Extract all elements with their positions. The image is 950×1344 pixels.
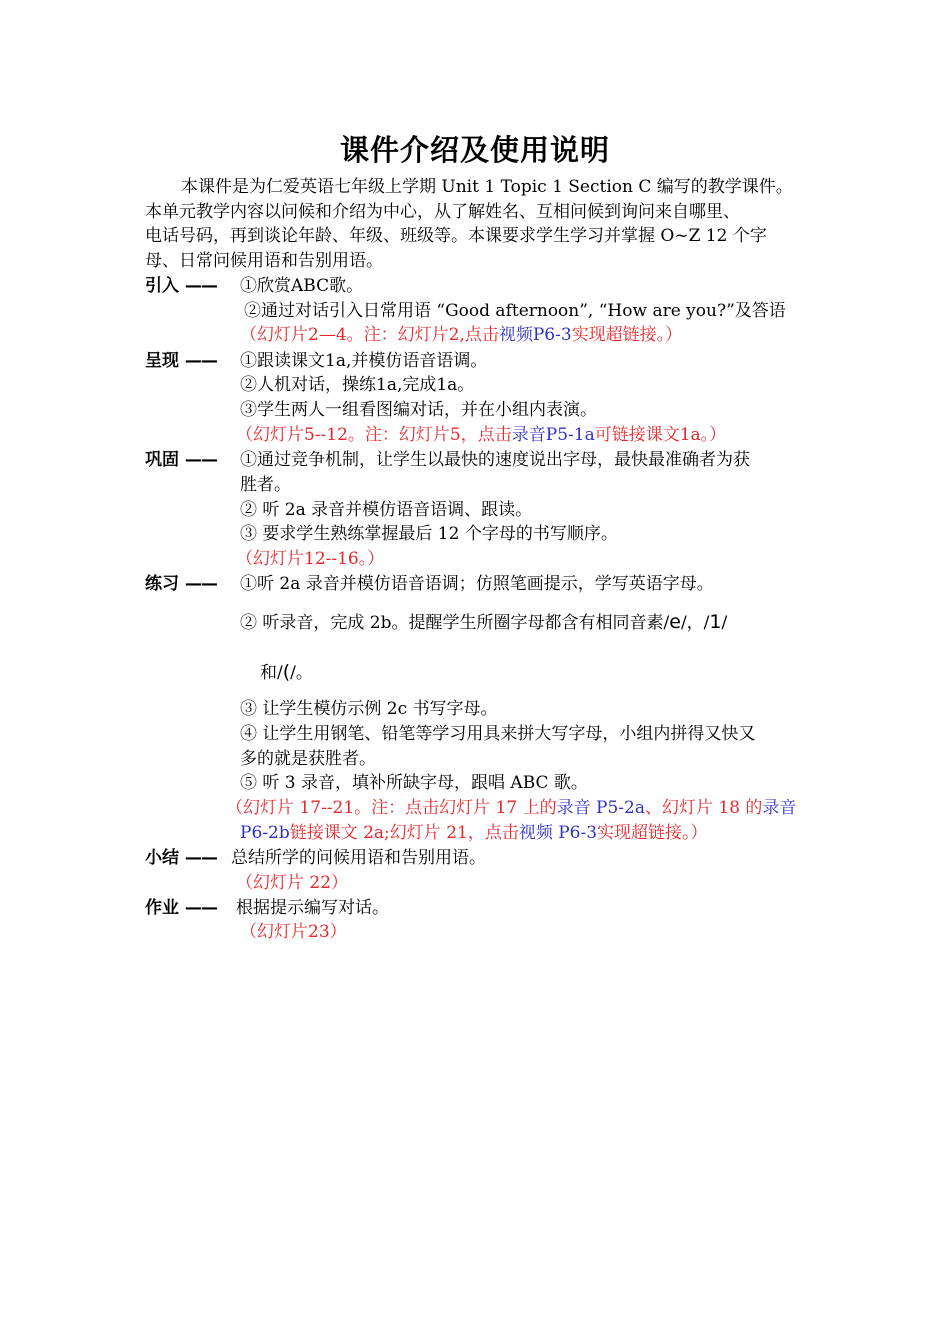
gonggu-item-2: ② 听 2a 录音并模仿语音语调、跟读。 <box>240 500 533 520</box>
lianxi-item-1: ①听 2a 录音并模仿语音语调；仿照笔画提示，学写英语字母。 <box>240 574 714 594</box>
intro-paragraph <box>145 175 815 273</box>
section-label-chengxian: 呈现 —— <box>145 351 217 371</box>
chengxian-item-1: ①跟读课文1a,并模仿语音语调。 <box>240 351 488 371</box>
chengxian-item-2: ②人机对话，操练1a,完成1a。 <box>240 375 475 395</box>
intro-line: 本单元教学内容以问候和介绍为中心，从了解姓名、互相问候到询问来自哪里、 <box>145 201 740 222</box>
lianxi-item-3: ③ 让学生模仿示例 2c 书写字母。 <box>240 699 498 719</box>
xiaojie-item-1: 总结所学的问候用语和告别用语。 <box>231 848 486 868</box>
page-title: 课件介绍及使用说明 <box>339 133 610 167</box>
chengxian-note: （幻灯片5--12。注：幻灯片5，点击录音P5-1a可链接课文1a。） <box>236 425 727 445</box>
section-label-gonggu: 巩固 —— <box>145 450 217 470</box>
lianxi-item-4: ④ 让学生用钢笔、铅笔等学习用具来拼大写字母，小组内拼得又快又 <box>240 724 756 744</box>
video-link[interactable]: 视频P6-3 <box>498 325 572 345</box>
yinru-item-2: ②通过对话引入日常用语 “Good afternoon”, “How are you?”及答语 <box>244 301 786 321</box>
section-label-lianxi: 练习 —— <box>145 574 217 594</box>
intro-line: 本课件是为仁爱英语七年级上学期 Unit 1 Topic 1 Section C 编写的教学课件。 <box>181 177 793 197</box>
audio-link[interactable]: P6-2b <box>240 823 290 843</box>
audio-link[interactable]: 录音 <box>762 798 797 818</box>
section-label-zuoye: 作业 —— <box>145 898 217 918</box>
section-label-xiaojie: 小结 —— <box>145 848 217 868</box>
xiaojie-note: （幻灯片 22） <box>236 873 349 893</box>
lianxi-item-2: ② 听录音，完成 2b。提醒学生所圈字母都含有相同音素/e/，/1/ <box>240 611 728 633</box>
lianxi-item-5: ⑤ 听 3 录音，填补所缺字母，跟唱 ABC 歌。 <box>240 773 588 793</box>
section-label-yinru: 引入 —— <box>145 276 217 296</box>
audio-link[interactable]: 录音 P5-2a <box>556 798 645 818</box>
lianxi-note-1: （幻灯片 17--21。注：点击幻灯片 17 上的录音 P5-2a、幻灯片 18 的录音 <box>226 798 797 818</box>
lianxi-note-2: P6-2b链接课文 2a;幻灯片 21，点击视频 P6-3实现超链接。） <box>240 823 708 843</box>
lianxi-item-4-cont: 多的就是获胜者。 <box>240 749 376 769</box>
intro-line: 电话号码，再到谈论年龄、年级、班级等。本课要求学生学习并掌握 O~Z 12 个字 <box>145 226 767 246</box>
gonggu-item-1: ①通过竞争机制，让学生以最快的速度说出字母，最快最准确者为获 <box>240 450 750 470</box>
gonggu-item-1-cont: 胜者。 <box>240 475 291 495</box>
video-link[interactable]: 视频 P6-3 <box>518 823 598 843</box>
gonggu-item-3: ③ 要求学生熟练掌握最后 12 个字母的书写顺序。 <box>240 524 618 544</box>
yinru-item-1: ①欣赏ABC歌。 <box>240 276 364 296</box>
zuoye-note: （幻灯片23） <box>240 922 347 942</box>
gonggu-note: （幻灯片12--16。） <box>236 549 385 569</box>
yinru-note: （幻灯片2—4。注：幻灯片2,点击视频P6-3实现超链接。） <box>240 325 683 345</box>
zuoye-item-1: 根据提示编写对话。 <box>236 898 389 918</box>
intro-line: 母、日常问候用语和告别用语。 <box>145 250 383 271</box>
chengxian-item-3: ③学生两人一组看图编对话，并在小组内表演。 <box>240 400 597 420</box>
audio-link[interactable]: 录音P5-1a <box>511 425 595 445</box>
lianxi-item-2-cont: 和/(/。 <box>260 661 313 683</box>
